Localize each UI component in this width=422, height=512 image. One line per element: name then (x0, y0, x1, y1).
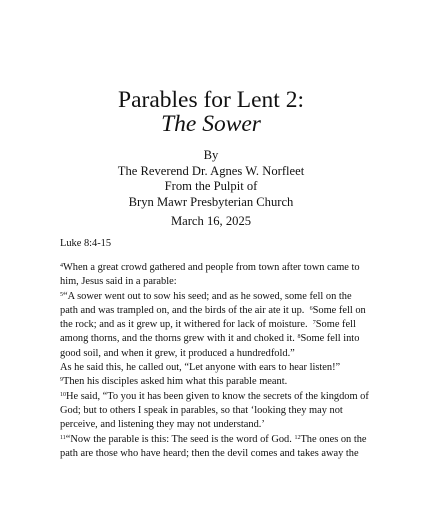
byline-church: Bryn Mawr Presbyterian Church (128, 194, 294, 209)
scripture-line: path are those who have heard; then the devil comes and takes away the (60, 447, 359, 459)
scripture-line: $^9$Then his disciples asked him what this parable meant. (60, 376, 288, 388)
verse-number: 4 (60, 263, 63, 269)
scripture-line: $^4$When a great crowd gathered and people from town after town came to (60, 262, 360, 273)
scripture-line: the rock; and as it grew up, it withered for lack of moisture. $^7$Some fell (60, 319, 356, 331)
verse-number: 12 (294, 434, 301, 441)
scripture-line: As he said this, he called out, “Let anyone with ears to hear listen!” (60, 362, 341, 374)
byline-from: From the Pulpit of (164, 179, 258, 193)
scripture-line: $^{10}$He said, “To you it has been given to know the secrets of the kingdom of (60, 390, 369, 402)
scripture-line: among thorns, and the thorns grew with it and choked it. $^8$Some fell into (60, 333, 360, 345)
title-line-2: The Sower (161, 111, 261, 137)
scripture-line: good soil, and when it grew, it produced a hundredfold.” (60, 347, 295, 359)
verse-number: 9 (60, 377, 63, 384)
sermon-date: March 16, 2025 (170, 214, 252, 228)
scripture-line: path and was trampled on, and the birds of the air ate it up. $^6$Some fell on (60, 304, 366, 316)
scripture-line: perceive, and listening they may not understand.’ (60, 419, 265, 431)
byline-author: The Reverend Dr. Agnes W. Norfleet (117, 163, 305, 178)
byline-by: By (203, 148, 219, 162)
scripture-line: God; but to others I speak in parables, so that ‘looking they may not (60, 404, 343, 416)
scripture-reference: Luke 8:4-15 (60, 238, 112, 249)
scripture-line: him, Jesus said in a parable: (60, 276, 177, 288)
scripture-line: $^{11}$“Now the parable is this: The seed is the word of God. $^{12}$The ones on the (60, 433, 367, 445)
scripture-passage (60, 261, 380, 461)
byline (0, 148, 422, 210)
verse-number: 6 (309, 305, 313, 312)
scripture-line: $^5$“A sower went out to sow his seed; and as he sowed, some fell on the (60, 290, 352, 302)
verse-number: 8 (297, 334, 301, 341)
verse-number: 5 (60, 291, 63, 298)
verse-number: 11 (60, 434, 66, 441)
verse-number: 10 (60, 391, 66, 398)
title-line-1: Parables for Lent 2: (118, 87, 304, 113)
sermon-title (0, 88, 422, 136)
verse-number: 7 (312, 320, 316, 327)
